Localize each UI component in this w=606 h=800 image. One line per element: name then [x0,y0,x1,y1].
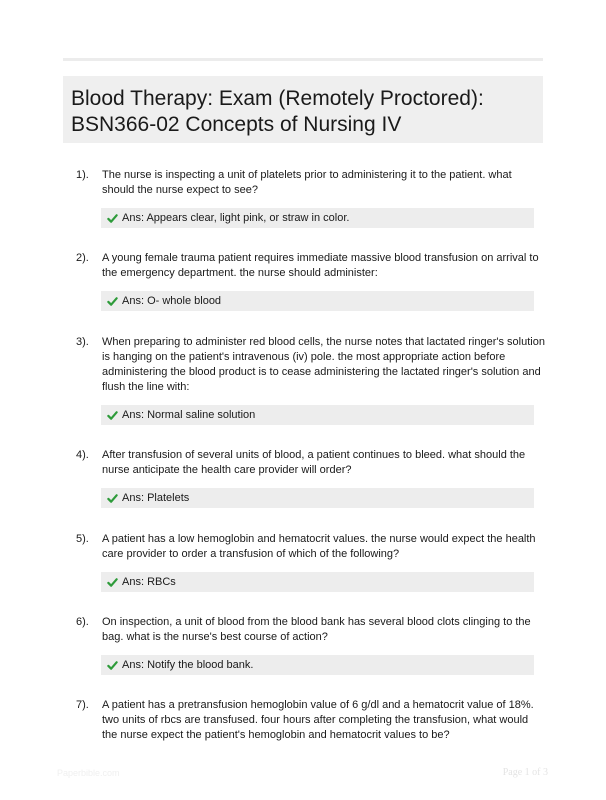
question-text-line: care provider to order a transfusion of which of the following? [102,548,400,560]
answer-text: Ans: Platelets [122,492,190,504]
check-icon [107,577,118,588]
question-text [102,168,538,198]
question-text-line: The nurse is inspecting a unit of platelets prior to administering it to the patient. what [102,169,512,181]
answer-text: Ans: Appears clear, light pink, or straw in color. [122,212,350,224]
check-icon [107,660,118,671]
answer-box [101,572,534,592]
question-text-line: should the nurse expect to see? [102,184,258,196]
question-text [102,448,538,478]
answer-box [101,405,534,425]
question-text [102,532,538,562]
question-text-line: After transfusion of several units of blood, a patient continues to bleed. what should the [102,449,526,461]
question-text [102,251,538,281]
question-text-line: the nurse expect the patient's hemoglobin and hematocrit values to be? [102,729,450,741]
check-icon [107,296,118,307]
question-text [102,615,538,645]
answer-text: Ans: O- whole blood [122,295,222,307]
title-line-1: Blood Therapy: Exam (Remotely Proctored): [71,87,484,110]
question-text-line: A patient has a pretransfusion hemoglobin value of 6 g/dl and a hematocrit value of 18%. [102,699,534,711]
question-text-line: When preparing to administer red blood cells, the nurse notes that lactated ringer's solution [102,336,545,348]
answer-box [101,208,534,228]
question-number: 6). [76,616,89,628]
question-text-line: two units of rbcs are transfused. four hours after completing the transfusion, what would [102,714,529,726]
answer-box [101,291,534,311]
question-text [102,335,545,395]
check-icon [107,410,118,421]
question-number: 2). [76,252,89,264]
question-text-line: is hanging on the patient's intravenous (iv) pole. the most appropriate action before [102,351,506,363]
question-number: 7). [76,699,89,711]
answer-box [101,655,534,675]
answer-text: Ans: Normal saline solution [122,409,256,421]
answer-box [101,488,534,508]
question-text-line: bag. what is the nurse's best course of action? [102,631,328,643]
check-icon [107,213,118,224]
question-text-line: flush the line with: [102,381,190,393]
header-divider [63,58,543,61]
footer-page-number: Page 1 of 3 [502,767,548,778]
question-number: 3). [76,336,89,348]
check-icon [107,493,118,504]
question-text [102,698,538,743]
footer-site: Paperbible.com [57,768,120,778]
title-line-2: BSN366-02 Concepts of Nursing IV [71,113,402,136]
question-text-line: the emergency department. the nurse should administer: [102,267,378,279]
page-title [63,76,543,143]
question-text-line: On inspection, a unit of blood from the blood bank has several blood clots clinging to the [102,616,531,628]
question-number: 1). [76,169,89,181]
question-number: 5). [76,533,89,545]
question-text-line: A young female trauma patient requires immediate massive blood transfusion on arrival to [102,252,539,264]
question-number: 4). [76,449,89,461]
answer-text: Ans: RBCs [122,576,176,588]
answer-text: Ans: Notify the blood bank. [122,659,254,671]
question-text-line: administering the blood product is to cease administering the lactated ringer's solution and [102,366,541,378]
question-text-line: A patient has a low hemoglobin and hematocrit values. the nurse would expect the health [102,533,536,545]
question-text-line: nurse anticipate the health care provider will order? [102,464,352,476]
